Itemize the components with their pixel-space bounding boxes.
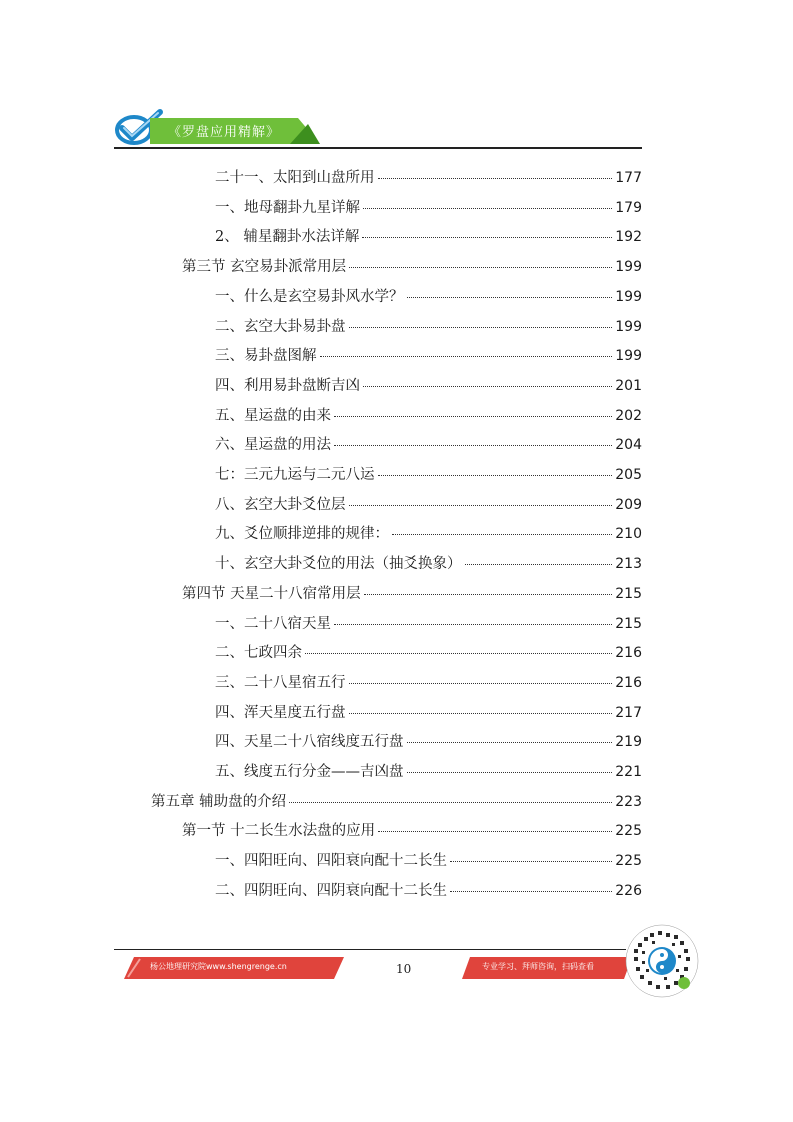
toc-entry-page: 221	[615, 764, 642, 780]
toc-entry-page: 225	[615, 823, 642, 840]
toc-entry-chapter[interactable]	[151, 790, 642, 820]
dot-leader	[349, 327, 613, 328]
footer-divider	[114, 949, 626, 950]
toc-entry-page: 219	[615, 734, 642, 751]
dot-leader	[349, 683, 613, 684]
dot-leader	[465, 564, 613, 565]
toc-entry[interactable]	[215, 225, 642, 255]
toc-entry-label: 二、七政四余	[215, 645, 302, 662]
toc-entry[interactable]	[215, 344, 642, 374]
toc-entry-page: 209	[615, 496, 642, 513]
toc-entry[interactable]	[215, 730, 642, 760]
toc-entry[interactable]	[215, 612, 642, 642]
toc-entry[interactable]	[215, 849, 642, 879]
dot-leader	[334, 416, 612, 417]
page-number: 10	[396, 962, 412, 976]
toc-entry-label: 一、四阳旺向、四阳衰向配十二长生	[215, 853, 447, 870]
toc-entry-page: 202	[615, 407, 642, 424]
toc-entry-label: 四、天星二十八宿线度五行盘	[215, 734, 404, 751]
toc-entry-page: 177	[615, 170, 642, 186]
toc-entry[interactable]	[215, 463, 642, 493]
dot-leader	[289, 802, 612, 803]
dot-leader	[305, 653, 612, 654]
footer-website[interactable]: 杨公地理研究院www.shengrenge.cn	[150, 962, 287, 971]
toc-entry-label: 一、二十八宿天星	[215, 615, 331, 632]
toc-entry-page: 192	[615, 229, 642, 246]
dot-leader	[392, 534, 612, 535]
dot-leader	[407, 772, 613, 773]
toc-entry-page: 217	[615, 704, 642, 721]
toc-entry-page: 179	[615, 199, 642, 216]
toc-entry[interactable]	[215, 196, 642, 226]
toc-entry[interactable]	[215, 760, 642, 790]
toc-entry-label: 五、星运盘的由来	[215, 407, 331, 424]
toc-entry-page: 199	[615, 259, 642, 276]
toc-entry-label: 六、星运盘的用法	[215, 437, 331, 454]
toc-entry-label: 四、浑天星度五行盘	[215, 704, 346, 721]
dot-leader	[320, 356, 613, 357]
toc-entry[interactable]	[215, 433, 642, 463]
toc-entry-label: 二十一、太阳到山盘所用	[215, 170, 375, 186]
toc-entry-page: 226	[615, 882, 642, 899]
toc-entry-label: 第一节 十二长生水法盘的应用	[182, 823, 376, 840]
toc-entry-label: 一、什么是玄空易卦风水学？	[215, 288, 404, 305]
header-divider	[114, 147, 642, 149]
toc-entry[interactable]	[215, 641, 642, 671]
dot-leader	[349, 713, 613, 714]
toc-entry-page: 215	[615, 615, 642, 632]
toc-entry-label: 第四节 天星二十八宿常用层	[182, 585, 361, 602]
toc-entry[interactable]	[215, 374, 642, 404]
toc-entry[interactable]	[215, 285, 642, 315]
qr-code-icon[interactable]	[624, 923, 700, 999]
toc-entry-label: 十、玄空大卦爻位的用法（抽爻换象）	[215, 556, 462, 573]
toc-entry-label: 二、玄空大卦易卦盘	[215, 318, 346, 335]
toc-entry-label: 二、四阴旺向、四阴衰向配十二长生	[215, 882, 447, 899]
toc-entry[interactable]	[215, 552, 642, 582]
toc-entry-page: 204	[615, 437, 642, 454]
dot-leader	[364, 594, 613, 595]
dot-leader	[363, 208, 612, 209]
dot-leader	[334, 624, 612, 625]
dot-leader	[349, 267, 612, 268]
toc-entry-label: 八、玄空大卦爻位层	[215, 496, 346, 513]
toc-entry[interactable]	[215, 166, 642, 196]
toc-entry-page: 223	[615, 793, 642, 810]
dot-leader	[450, 861, 612, 862]
toc-entry-page: 199	[615, 288, 642, 305]
toc-entry-label: 五、线度五行分金——吉凶盘	[215, 764, 404, 780]
toc-entry[interactable]	[215, 315, 642, 345]
dot-leader	[378, 475, 613, 476]
toc-entry[interactable]	[215, 671, 642, 701]
toc-entry-label: 第三节 玄空易卦派常用层	[182, 259, 347, 276]
dot-leader	[407, 297, 613, 298]
toc-entry[interactable]	[215, 701, 642, 731]
toc-entry-page: 213	[615, 556, 642, 573]
toc-entry-page: 205	[615, 467, 642, 483]
toc-entry-page: 210	[615, 526, 642, 543]
toc-entry-page: 199	[615, 348, 642, 365]
dot-leader	[378, 831, 612, 832]
toc-entry[interactable]	[215, 879, 642, 909]
toc-entry-page: 199	[615, 318, 642, 335]
dot-leader	[362, 237, 612, 238]
toc-entry-section[interactable]	[182, 582, 642, 612]
toc-entry-section[interactable]	[182, 255, 642, 285]
toc-entry-page: 225	[615, 853, 642, 870]
toc-entry[interactable]	[215, 404, 642, 434]
toc-entry-section[interactable]	[182, 819, 642, 849]
toc-entry[interactable]	[215, 522, 642, 552]
dot-leader	[363, 386, 612, 387]
toc-entry-page: 216	[615, 645, 642, 662]
book-title: 《罗盘应用精解》	[168, 125, 281, 140]
toc-entry-label: 四、利用易卦盘断吉凶	[215, 377, 360, 394]
toc-entry-page: 215	[615, 585, 642, 602]
dot-leader	[334, 445, 612, 446]
toc-entry-label: 2、 辅星翻卦水法详解	[215, 229, 360, 246]
dot-leader	[349, 505, 613, 506]
toc-entry[interactable]	[215, 493, 642, 523]
footer-scan-prompt: 专业学习、拜师咨询，扫码查看	[482, 962, 594, 971]
dot-leader	[407, 742, 613, 743]
toc-entry-label: 七：三元九运与二元八运	[215, 467, 375, 483]
toc-entry-page: 201	[615, 377, 642, 394]
toc-entry-label: 一、地母翻卦九星详解	[215, 199, 360, 216]
dot-leader	[378, 178, 613, 179]
toc-entry-page: 216	[615, 674, 642, 691]
toc-entry-label: 三、二十八星宿五行	[215, 674, 346, 691]
dot-leader	[450, 891, 612, 892]
toc-entry-label: 九、爻位顺排逆排的规律：	[215, 526, 389, 543]
toc-entry-label: 第五章 辅助盘的介绍	[151, 793, 287, 810]
toc-entry-label: 三、易卦盘图解	[215, 348, 317, 365]
